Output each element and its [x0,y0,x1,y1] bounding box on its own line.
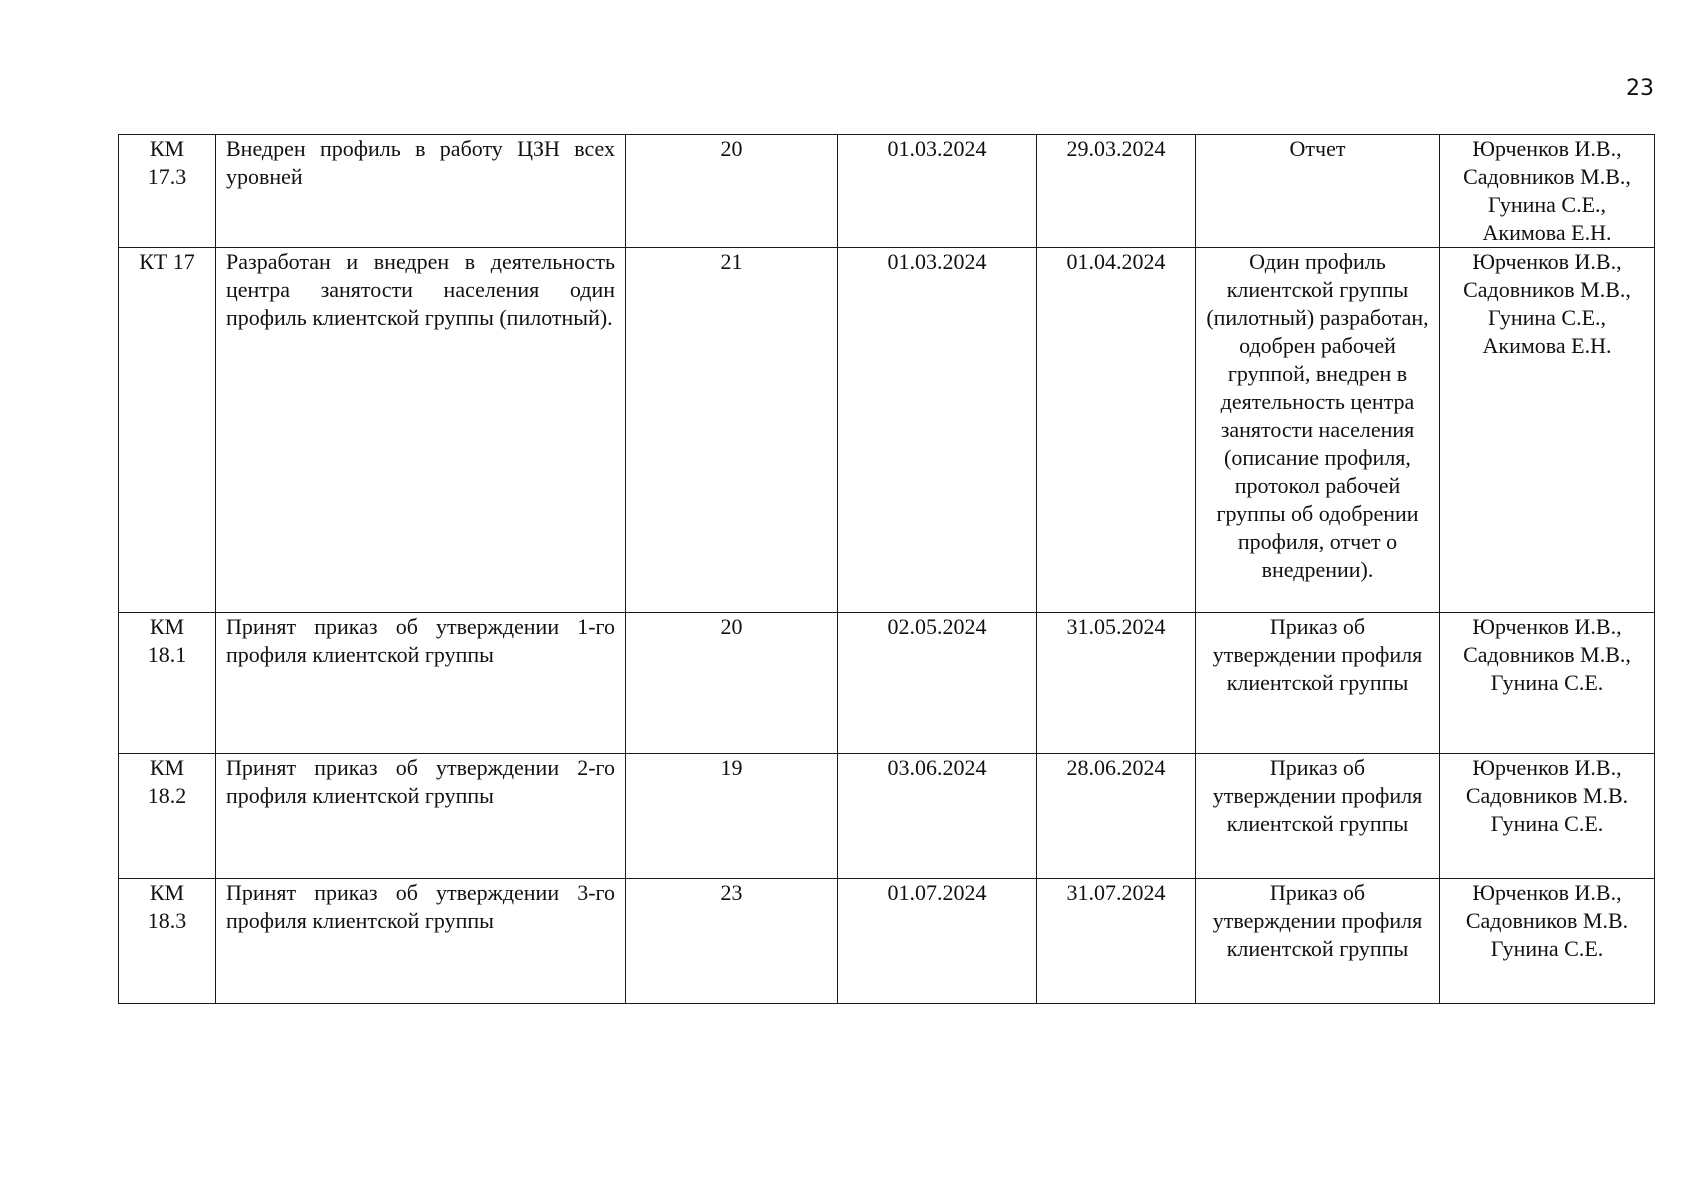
row-responsible-cell [1440,754,1655,879]
row-duration: 23 [720,880,743,905]
row-responsible: Юрченков И.В., Садовников М.В., Гунина С.Е., Акимова Е.Н. [1463,136,1631,245]
row-start-date-cell [838,879,1037,1004]
table-row [119,248,1655,613]
row-start-date-cell [838,754,1037,879]
row-result: Отчет [1289,136,1346,161]
row-start-date: 02.05.2024 [887,614,987,639]
row-responsible: Юрченков И.В., Садовников М.В., Гунина С.Е., Акимова Е.Н. [1463,249,1631,358]
row-description: Принят приказ об утверждении 1-го профиля клиентской группы [226,614,615,667]
row-duration-cell [626,613,838,754]
row-responsible: Юрченков И.В., Садовников М.В. Гунина С.Е. [1465,755,1629,836]
row-end-date: 29.03.2024 [1066,136,1166,161]
row-description: Внедрен профиль в работу ЦЗН всех уровней [226,136,615,189]
row-end-date-cell [1037,754,1196,879]
table-row [119,879,1655,1004]
row-end-date-cell [1037,613,1196,754]
row-result-cell [1196,879,1440,1004]
row-description-cell [216,248,626,613]
row-end-date-cell [1037,879,1196,1004]
row-duration-cell [626,135,838,248]
row-end-date: 28.06.2024 [1066,755,1166,780]
row-code: КТ 17 [139,249,195,274]
table-row [119,754,1655,879]
row-result: Приказ об утверждении профиля клиентской группы [1212,755,1423,836]
row-duration: 20 [720,136,743,161]
row-code-cell [119,248,216,613]
table-row [119,613,1655,754]
row-start-date: 01.03.2024 [887,249,987,274]
row-responsible: Юрченков И.В., Садовников М.В. Гунина С.Е. [1465,880,1629,961]
row-duration: 19 [720,755,743,780]
row-description: Принят приказ об утверждении 2-го профиля клиентской группы [226,755,615,808]
row-end-date: 01.04.2024 [1066,249,1166,274]
row-code: КМ 18.3 [147,880,187,933]
table-row [119,135,1655,248]
row-start-date: 03.06.2024 [887,755,987,780]
row-start-date: 01.03.2024 [887,136,987,161]
page-number: 23 [1626,76,1654,101]
row-responsible-cell [1440,879,1655,1004]
row-result: Приказ об утверждении профиля клиентской группы [1212,880,1423,961]
row-result-cell [1196,248,1440,613]
row-code-cell [119,879,216,1004]
row-duration-cell [626,754,838,879]
row-result-cell [1196,135,1440,248]
row-end-date-cell [1037,248,1196,613]
row-end-date: 31.05.2024 [1066,614,1166,639]
row-description: Принят приказ об утверждении 3-го профиля клиентской группы [226,880,615,933]
row-description: Разработан и внедрен в деятельность центра занятости населения один профиль клиентской группы (пилотный). [226,249,615,330]
row-code: КМ 18.2 [147,755,187,808]
row-start-date-cell [838,248,1037,613]
row-duration-cell [626,248,838,613]
schedule-table [118,134,1655,1004]
row-result-cell [1196,754,1440,879]
row-description-cell [216,135,626,248]
row-code: КМ 18.1 [147,614,187,667]
row-description-cell [216,754,626,879]
row-responsible: Юрченков И.В., Садовников М.В., Гунина С.Е. [1463,614,1631,695]
row-responsible-cell [1440,248,1655,613]
row-duration: 20 [720,614,743,639]
row-start-date: 01.07.2024 [887,880,987,905]
row-end-date-cell [1037,135,1196,248]
row-duration: 21 [720,249,743,274]
row-responsible-cell [1440,613,1655,754]
row-code-cell [119,135,216,248]
row-description-cell [216,879,626,1004]
row-code-cell [119,613,216,754]
row-start-date-cell [838,135,1037,248]
row-code: КМ 17.3 [147,136,187,189]
row-result: Один профиль клиентской группы (пилотный) разработан, одобрен рабочей группой, внедрен в деятельность центра занятости населения (описание профиля, протокол рабочей группы об одобрении профиля, отчет о внедрении). [1206,249,1429,582]
row-end-date: 31.07.2024 [1066,880,1166,905]
row-result-cell [1196,613,1440,754]
row-result: Приказ об утверждении профиля клиентской группы [1212,614,1423,695]
row-code-cell [119,754,216,879]
row-description-cell [216,613,626,754]
row-start-date-cell [838,613,1037,754]
row-responsible-cell [1440,135,1655,248]
row-duration-cell [626,879,838,1004]
